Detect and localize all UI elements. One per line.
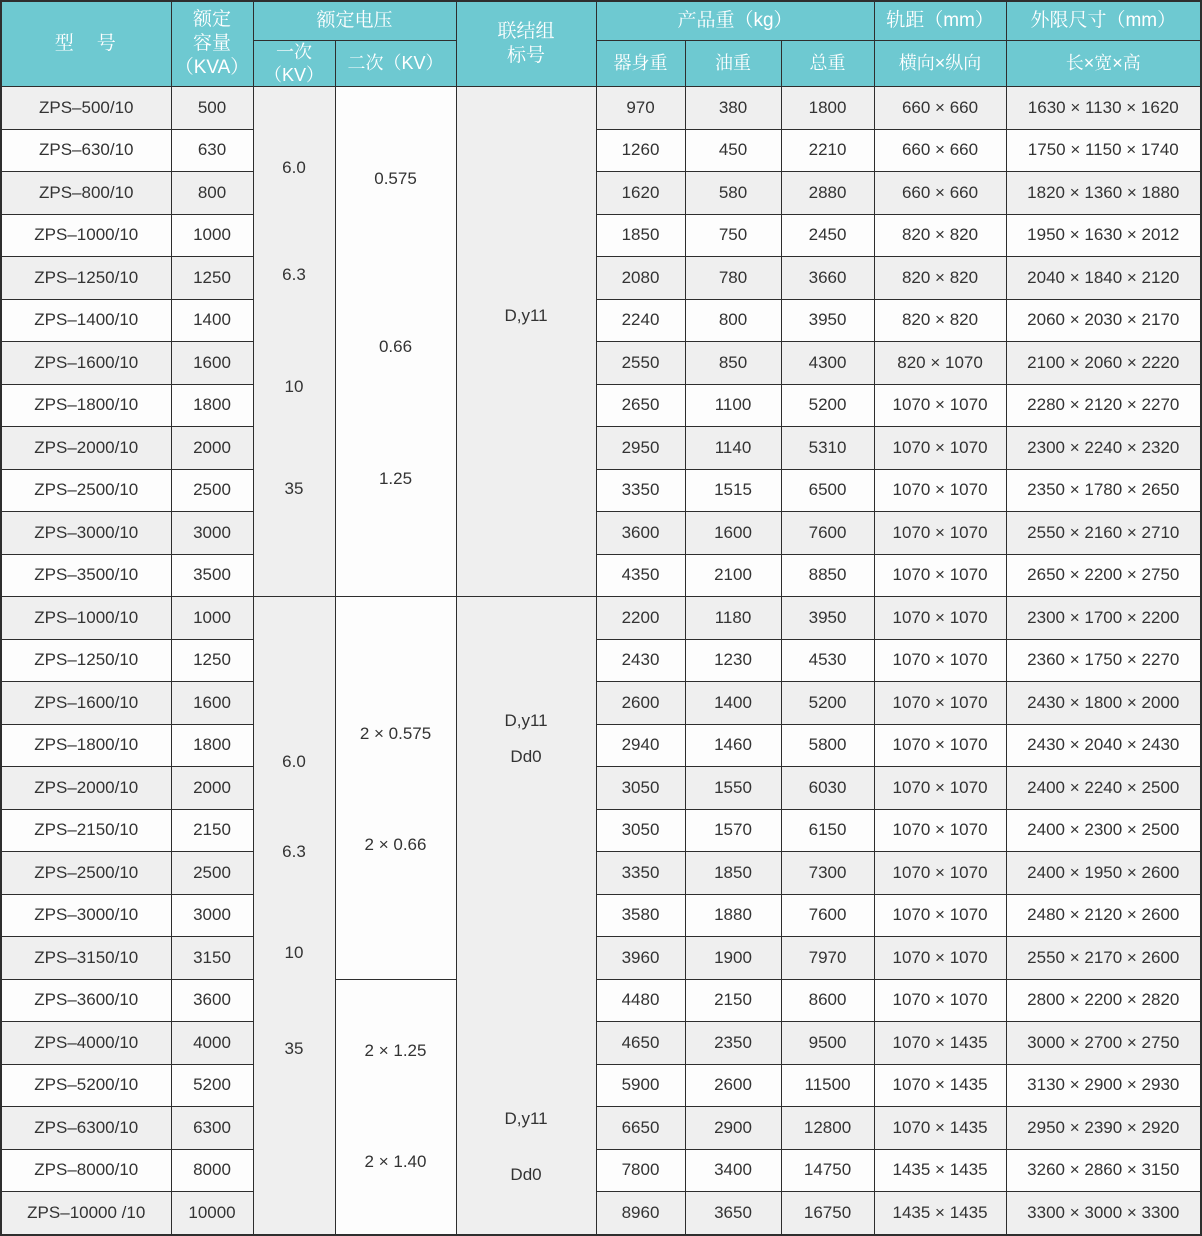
cell-outline-dims: 2550 × 2160 × 2710 xyxy=(1006,512,1201,555)
cell-gauge: 820 × 820 xyxy=(874,214,1006,257)
cell-outline-dims: 2400 × 1950 × 2600 xyxy=(1006,852,1201,895)
cell-gauge: 1070 × 1070 xyxy=(874,724,1006,767)
cell-oil-weight: 1600 xyxy=(685,512,781,555)
cell-oil-weight: 750 xyxy=(685,214,781,257)
cell-primary-voltage-value: 35 xyxy=(284,479,304,499)
cell-body-weight: 2080 xyxy=(596,257,685,300)
cell-model: ZPS–2150/10 xyxy=(1,809,171,852)
cell-model: ZPS–1400/10 xyxy=(1,299,171,342)
cell-total-weight: 7600 xyxy=(781,512,874,555)
cell-secondary-voltage xyxy=(335,597,456,980)
cell-secondary-voltage-value: 2 × 1.25 xyxy=(364,1040,427,1060)
cell-total-weight: 2210 xyxy=(781,129,874,172)
cell-outline-dims: 2800 × 2200 × 2820 xyxy=(1006,979,1201,1022)
cell-model: ZPS–2500/10 xyxy=(1,852,171,895)
header-dims-sub: 长×宽×高 xyxy=(1006,41,1201,87)
cell-total-weight: 3660 xyxy=(781,257,874,300)
cell-connection-group-value: Dd0 xyxy=(510,747,542,767)
table-row xyxy=(1,512,1201,555)
cell-total-weight: 7300 xyxy=(781,852,874,895)
cell-oil-weight: 1230 xyxy=(685,639,781,682)
cell-total-weight: 3950 xyxy=(781,597,874,640)
cell-oil-weight: 2600 xyxy=(685,1064,781,1107)
cell-gauge: 1070 × 1070 xyxy=(874,554,1006,597)
cell-rated-capacity: 4000 xyxy=(171,1022,253,1065)
cell-rated-capacity: 1400 xyxy=(171,299,253,342)
cell-gauge: 1070 × 1070 xyxy=(874,427,1006,470)
header-connection-group: 联结组 标号 xyxy=(456,1,596,87)
cell-body-weight: 3350 xyxy=(596,852,685,895)
cell-model: ZPS–5200/10 xyxy=(1,1064,171,1107)
cell-rated-capacity: 3150 xyxy=(171,937,253,980)
cell-body-weight: 4350 xyxy=(596,554,685,597)
cell-total-weight: 4300 xyxy=(781,342,874,385)
header-model: 型 号 xyxy=(1,1,171,87)
cell-oil-weight: 1850 xyxy=(685,852,781,895)
cell-rated-capacity: 8000 xyxy=(171,1149,253,1192)
cell-secondary-voltage-value: 2 × 0.66 xyxy=(364,834,427,854)
table-row xyxy=(1,894,1201,937)
cell-total-weight: 2880 xyxy=(781,172,874,215)
cell-outline-dims: 2400 × 2300 × 2500 xyxy=(1006,809,1201,852)
cell-body-weight: 2430 xyxy=(596,639,685,682)
cell-total-weight: 12800 xyxy=(781,1107,874,1150)
cell-gauge: 660 × 660 xyxy=(874,172,1006,215)
cell-body-weight: 970 xyxy=(596,87,685,130)
cell-body-weight: 2550 xyxy=(596,342,685,385)
cell-gauge: 1070 × 1070 xyxy=(874,384,1006,427)
cell-rated-capacity: 2000 xyxy=(171,427,253,470)
table-row xyxy=(1,852,1201,895)
cell-gauge: 1435 × 1435 xyxy=(874,1192,1006,1235)
cell-body-weight: 1850 xyxy=(596,214,685,257)
cell-oil-weight: 2900 xyxy=(685,1107,781,1150)
cell-outline-dims: 3260 × 2860 × 3150 xyxy=(1006,1149,1201,1192)
cell-body-weight: 2240 xyxy=(596,299,685,342)
header-gauge-sub: 横向×纵向 xyxy=(874,41,1006,87)
cell-oil-weight: 1400 xyxy=(685,682,781,725)
cell-model: ZPS–1800/10 xyxy=(1,384,171,427)
cell-connection-group-value: D,y11 xyxy=(504,306,548,326)
cell-outline-dims: 3300 × 3000 × 3300 xyxy=(1006,1192,1201,1235)
cell-body-weight: 3050 xyxy=(596,767,685,810)
cell-outline-dims: 1820 × 1360 × 1880 xyxy=(1006,172,1201,215)
cell-body-weight: 2600 xyxy=(596,682,685,725)
cell-gauge: 1070 × 1070 xyxy=(874,512,1006,555)
table-row xyxy=(1,214,1201,257)
cell-body-weight: 3050 xyxy=(596,809,685,852)
cell-total-weight: 5310 xyxy=(781,427,874,470)
cell-rated-capacity: 10000 xyxy=(171,1192,253,1235)
header-product-weight-group: 产品重（kg） xyxy=(596,1,874,41)
cell-oil-weight: 800 xyxy=(685,299,781,342)
cell-body-weight: 2200 xyxy=(596,597,685,640)
cell-body-weight: 1260 xyxy=(596,129,685,172)
cell-secondary-voltage-value: 1.25 xyxy=(378,468,413,488)
table-row xyxy=(1,937,1201,980)
cell-oil-weight: 1460 xyxy=(685,724,781,767)
header-outline-dims-group: 外限尺寸（mm） xyxy=(1006,1,1201,41)
cell-rated-capacity: 3000 xyxy=(171,512,253,555)
cell-outline-dims: 2950 × 2390 × 2920 xyxy=(1006,1107,1201,1150)
cell-rated-capacity: 2000 xyxy=(171,767,253,810)
cell-model: ZPS–1600/10 xyxy=(1,342,171,385)
cell-secondary-voltage-value: 0.66 xyxy=(378,336,413,356)
cell-gauge: 1070 × 1435 xyxy=(874,1064,1006,1107)
cell-body-weight: 3350 xyxy=(596,469,685,512)
header-total-weight: 总重 xyxy=(781,41,874,87)
cell-connection-group-value: D,y11 xyxy=(504,711,548,731)
cell-oil-weight: 3650 xyxy=(685,1192,781,1235)
cell-total-weight: 6150 xyxy=(781,809,874,852)
cell-oil-weight: 1880 xyxy=(685,894,781,937)
table-row xyxy=(1,1107,1201,1150)
cell-gauge: 660 × 660 xyxy=(874,87,1006,130)
table-row xyxy=(1,427,1201,470)
cell-model: ZPS–2500/10 xyxy=(1,469,171,512)
table-row xyxy=(1,597,1201,640)
cell-body-weight: 6650 xyxy=(596,1107,685,1150)
cell-total-weight: 7970 xyxy=(781,937,874,980)
cell-model: ZPS–3150/10 xyxy=(1,937,171,980)
cell-gauge: 820 × 820 xyxy=(874,257,1006,300)
cell-total-weight: 1800 xyxy=(781,87,874,130)
table-row xyxy=(1,767,1201,810)
cell-gauge: 820 × 820 xyxy=(874,299,1006,342)
cell-body-weight: 2950 xyxy=(596,427,685,470)
cell-outline-dims: 2040 × 1840 × 2120 xyxy=(1006,257,1201,300)
cell-gauge: 1070 × 1435 xyxy=(874,1107,1006,1150)
cell-primary-voltage-value: 6.0 xyxy=(282,158,306,178)
cell-gauge: 1070 × 1070 xyxy=(874,894,1006,937)
table-row xyxy=(1,257,1201,300)
cell-rated-capacity: 1800 xyxy=(171,724,253,767)
cell-outline-dims: 2430 × 2040 × 2430 xyxy=(1006,724,1201,767)
cell-gauge: 1070 × 1070 xyxy=(874,767,1006,810)
cell-model: ZPS–8000/10 xyxy=(1,1149,171,1192)
cell-outline-dims: 2360 × 1750 × 2270 xyxy=(1006,639,1201,682)
cell-total-weight: 6500 xyxy=(781,469,874,512)
cell-oil-weight: 1100 xyxy=(685,384,781,427)
cell-outline-dims: 1950 × 1630 × 2012 xyxy=(1006,214,1201,257)
cell-outline-dims: 1750 × 1150 × 1740 xyxy=(1006,129,1201,172)
cell-rated-capacity: 2500 xyxy=(171,852,253,895)
cell-model: ZPS–1600/10 xyxy=(1,682,171,725)
cell-gauge: 1070 × 1070 xyxy=(874,469,1006,512)
cell-gauge: 1070 × 1070 xyxy=(874,937,1006,980)
cell-rated-capacity: 500 xyxy=(171,87,253,130)
cell-outline-dims: 3000 × 2700 × 2750 xyxy=(1006,1022,1201,1065)
cell-body-weight: 1620 xyxy=(596,172,685,215)
cell-outline-dims: 2300 × 2240 × 2320 xyxy=(1006,427,1201,470)
cell-total-weight: 5200 xyxy=(781,682,874,725)
cell-primary-voltage-value: 10 xyxy=(284,943,304,963)
cell-secondary-voltage xyxy=(335,87,456,597)
cell-model: ZPS–3500/10 xyxy=(1,554,171,597)
cell-gauge: 820 × 1070 xyxy=(874,342,1006,385)
cell-total-weight: 4530 xyxy=(781,639,874,682)
cell-oil-weight: 1570 xyxy=(685,809,781,852)
cell-gauge: 1070 × 1435 xyxy=(874,1022,1006,1065)
cell-gauge: 1070 × 1070 xyxy=(874,979,1006,1022)
cell-primary-voltage-value: 6.0 xyxy=(282,752,306,772)
cell-connection-group-value: Dd0 xyxy=(510,1164,542,1184)
cell-rated-capacity: 1600 xyxy=(171,682,253,725)
cell-oil-weight: 2100 xyxy=(685,554,781,597)
cell-connection-group xyxy=(456,87,596,597)
cell-model: ZPS–4000/10 xyxy=(1,1022,171,1065)
cell-gauge: 1070 × 1070 xyxy=(874,639,1006,682)
cell-body-weight: 3580 xyxy=(596,894,685,937)
cell-outline-dims: 2350 × 1780 × 2650 xyxy=(1006,469,1201,512)
table-row xyxy=(1,87,1201,130)
cell-oil-weight: 580 xyxy=(685,172,781,215)
cell-total-weight: 3950 xyxy=(781,299,874,342)
cell-secondary-voltage-value: 2 × 0.575 xyxy=(359,724,432,744)
cell-rated-capacity: 1600 xyxy=(171,342,253,385)
cell-secondary-voltage xyxy=(335,979,456,1235)
table-row xyxy=(1,1192,1201,1235)
cell-secondary-voltage-value: 0.575 xyxy=(374,168,417,188)
cell-gauge: 1070 × 1070 xyxy=(874,809,1006,852)
cell-oil-weight: 2150 xyxy=(685,979,781,1022)
cell-primary-voltage-value: 35 xyxy=(284,1038,304,1058)
cell-total-weight: 11500 xyxy=(781,1064,874,1107)
cell-model: ZPS–2000/10 xyxy=(1,767,171,810)
cell-model: ZPS–3600/10 xyxy=(1,979,171,1022)
cell-rated-capacity: 5200 xyxy=(171,1064,253,1107)
table-row xyxy=(1,1064,1201,1107)
cell-oil-weight: 450 xyxy=(685,129,781,172)
cell-rated-capacity: 800 xyxy=(171,172,253,215)
cell-gauge: 1435 × 1435 xyxy=(874,1149,1006,1192)
cell-rated-capacity: 1000 xyxy=(171,214,253,257)
cell-rated-capacity: 1250 xyxy=(171,639,253,682)
cell-body-weight: 2650 xyxy=(596,384,685,427)
table-row xyxy=(1,1149,1201,1192)
cell-outline-dims: 2480 × 2120 × 2600 xyxy=(1006,894,1201,937)
cell-oil-weight: 380 xyxy=(685,87,781,130)
cell-rated-capacity: 3500 xyxy=(171,554,253,597)
cell-total-weight: 5200 xyxy=(781,384,874,427)
cell-gauge: 1070 × 1070 xyxy=(874,852,1006,895)
table-row xyxy=(1,342,1201,385)
table-row xyxy=(1,299,1201,342)
cell-body-weight: 3600 xyxy=(596,512,685,555)
cell-oil-weight: 1515 xyxy=(685,469,781,512)
cell-oil-weight: 780 xyxy=(685,257,781,300)
cell-rated-capacity: 3000 xyxy=(171,894,253,937)
header-secondary-voltage: 二次（KV） xyxy=(335,41,456,87)
cell-body-weight: 3960 xyxy=(596,937,685,980)
cell-model: ZPS–1000/10 xyxy=(1,214,171,257)
cell-total-weight: 9500 xyxy=(781,1022,874,1065)
table-row xyxy=(1,979,1201,1022)
cell-outline-dims: 2060 × 2030 × 2170 xyxy=(1006,299,1201,342)
cell-primary-voltage-value: 10 xyxy=(284,377,304,397)
table-row xyxy=(1,682,1201,725)
cell-outline-dims: 2430 × 1800 × 2000 xyxy=(1006,682,1201,725)
cell-model: ZPS–500/10 xyxy=(1,87,171,130)
cell-rated-capacity: 6300 xyxy=(171,1107,253,1150)
cell-rated-capacity: 2500 xyxy=(171,469,253,512)
cell-oil-weight: 1550 xyxy=(685,767,781,810)
header-rated-voltage-group: 额定电压 xyxy=(253,1,456,41)
cell-total-weight: 8600 xyxy=(781,979,874,1022)
cell-oil-weight: 1180 xyxy=(685,597,781,640)
cell-model: ZPS–3000/10 xyxy=(1,512,171,555)
table-row xyxy=(1,129,1201,172)
cell-primary-voltage xyxy=(253,87,335,597)
table-row xyxy=(1,639,1201,682)
cell-total-weight: 7600 xyxy=(781,894,874,937)
table-row xyxy=(1,172,1201,215)
cell-total-weight: 2450 xyxy=(781,214,874,257)
cell-outline-dims: 2300 × 1700 × 2200 xyxy=(1006,597,1201,640)
cell-rated-capacity: 1250 xyxy=(171,257,253,300)
cell-model: ZPS–1250/10 xyxy=(1,257,171,300)
cell-primary-voltage xyxy=(253,597,335,1235)
cell-outline-dims: 2550 × 2170 × 2600 xyxy=(1006,937,1201,980)
cell-rated-capacity: 3600 xyxy=(171,979,253,1022)
cell-body-weight: 4480 xyxy=(596,979,685,1022)
cell-rated-capacity: 2150 xyxy=(171,809,253,852)
cell-model: ZPS–6300/10 xyxy=(1,1107,171,1150)
cell-body-weight: 5900 xyxy=(596,1064,685,1107)
table-row xyxy=(1,384,1201,427)
cell-primary-voltage-value: 6.3 xyxy=(282,265,306,285)
cell-primary-voltage-value: 6.3 xyxy=(282,841,306,861)
header-primary-voltage: 一次 （KV） xyxy=(253,41,335,87)
cell-model: ZPS–1000/10 xyxy=(1,597,171,640)
cell-model: ZPS–1250/10 xyxy=(1,639,171,682)
cell-oil-weight: 1140 xyxy=(685,427,781,470)
cell-total-weight: 8850 xyxy=(781,554,874,597)
cell-rated-capacity: 1000 xyxy=(171,597,253,640)
cell-total-weight: 14750 xyxy=(781,1149,874,1192)
table-header xyxy=(1,1,1201,87)
cell-body-weight: 7800 xyxy=(596,1149,685,1192)
cell-total-weight: 16750 xyxy=(781,1192,874,1235)
header-oil-weight: 油重 xyxy=(685,41,781,87)
cell-total-weight: 6030 xyxy=(781,767,874,810)
cell-oil-weight: 1900 xyxy=(685,937,781,980)
table-row xyxy=(1,809,1201,852)
cell-gauge: 660 × 660 xyxy=(874,129,1006,172)
cell-model: ZPS–800/10 xyxy=(1,172,171,215)
header-rated-capacity: 额定 容量 （KVA） xyxy=(171,1,253,87)
cell-oil-weight: 850 xyxy=(685,342,781,385)
cell-model: ZPS–1800/10 xyxy=(1,724,171,767)
table-row xyxy=(1,469,1201,512)
cell-total-weight: 5800 xyxy=(781,724,874,767)
table-row xyxy=(1,554,1201,597)
table-row xyxy=(1,724,1201,767)
cell-model: ZPS–630/10 xyxy=(1,129,171,172)
cell-outline-dims: 2400 × 2240 × 2500 xyxy=(1006,767,1201,810)
table-body xyxy=(1,87,1201,1235)
cell-rated-capacity: 630 xyxy=(171,129,253,172)
cell-rated-capacity: 1800 xyxy=(171,384,253,427)
cell-oil-weight: 3400 xyxy=(685,1149,781,1192)
cell-model: ZPS–2000/10 xyxy=(1,427,171,470)
cell-outline-dims: 1630 × 1130 × 1620 xyxy=(1006,87,1201,130)
cell-connection-group xyxy=(456,597,596,1235)
cell-oil-weight: 2350 xyxy=(685,1022,781,1065)
cell-outline-dims: 2100 × 2060 × 2220 xyxy=(1006,342,1201,385)
cell-gauge: 1070 × 1070 xyxy=(874,597,1006,640)
cell-model: ZPS–3000/10 xyxy=(1,894,171,937)
cell-outline-dims: 2650 × 2200 × 2750 xyxy=(1006,554,1201,597)
cell-body-weight: 8960 xyxy=(596,1192,685,1235)
cell-body-weight: 2940 xyxy=(596,724,685,767)
cell-connection-group-value: D,y11 xyxy=(504,1108,548,1128)
header-body-weight: 器身重 xyxy=(596,41,685,87)
cell-outline-dims: 3130 × 2900 × 2930 xyxy=(1006,1064,1201,1107)
header-gauge-group: 轨距（mm） xyxy=(874,1,1006,41)
cell-secondary-voltage-value: 2 × 1.40 xyxy=(364,1152,427,1172)
cell-model: ZPS–10000 /10 xyxy=(1,1192,171,1235)
table-row xyxy=(1,1022,1201,1065)
cell-outline-dims: 2280 × 2120 × 2270 xyxy=(1006,384,1201,427)
cell-body-weight: 4650 xyxy=(596,1022,685,1065)
cell-gauge: 1070 × 1070 xyxy=(874,682,1006,725)
